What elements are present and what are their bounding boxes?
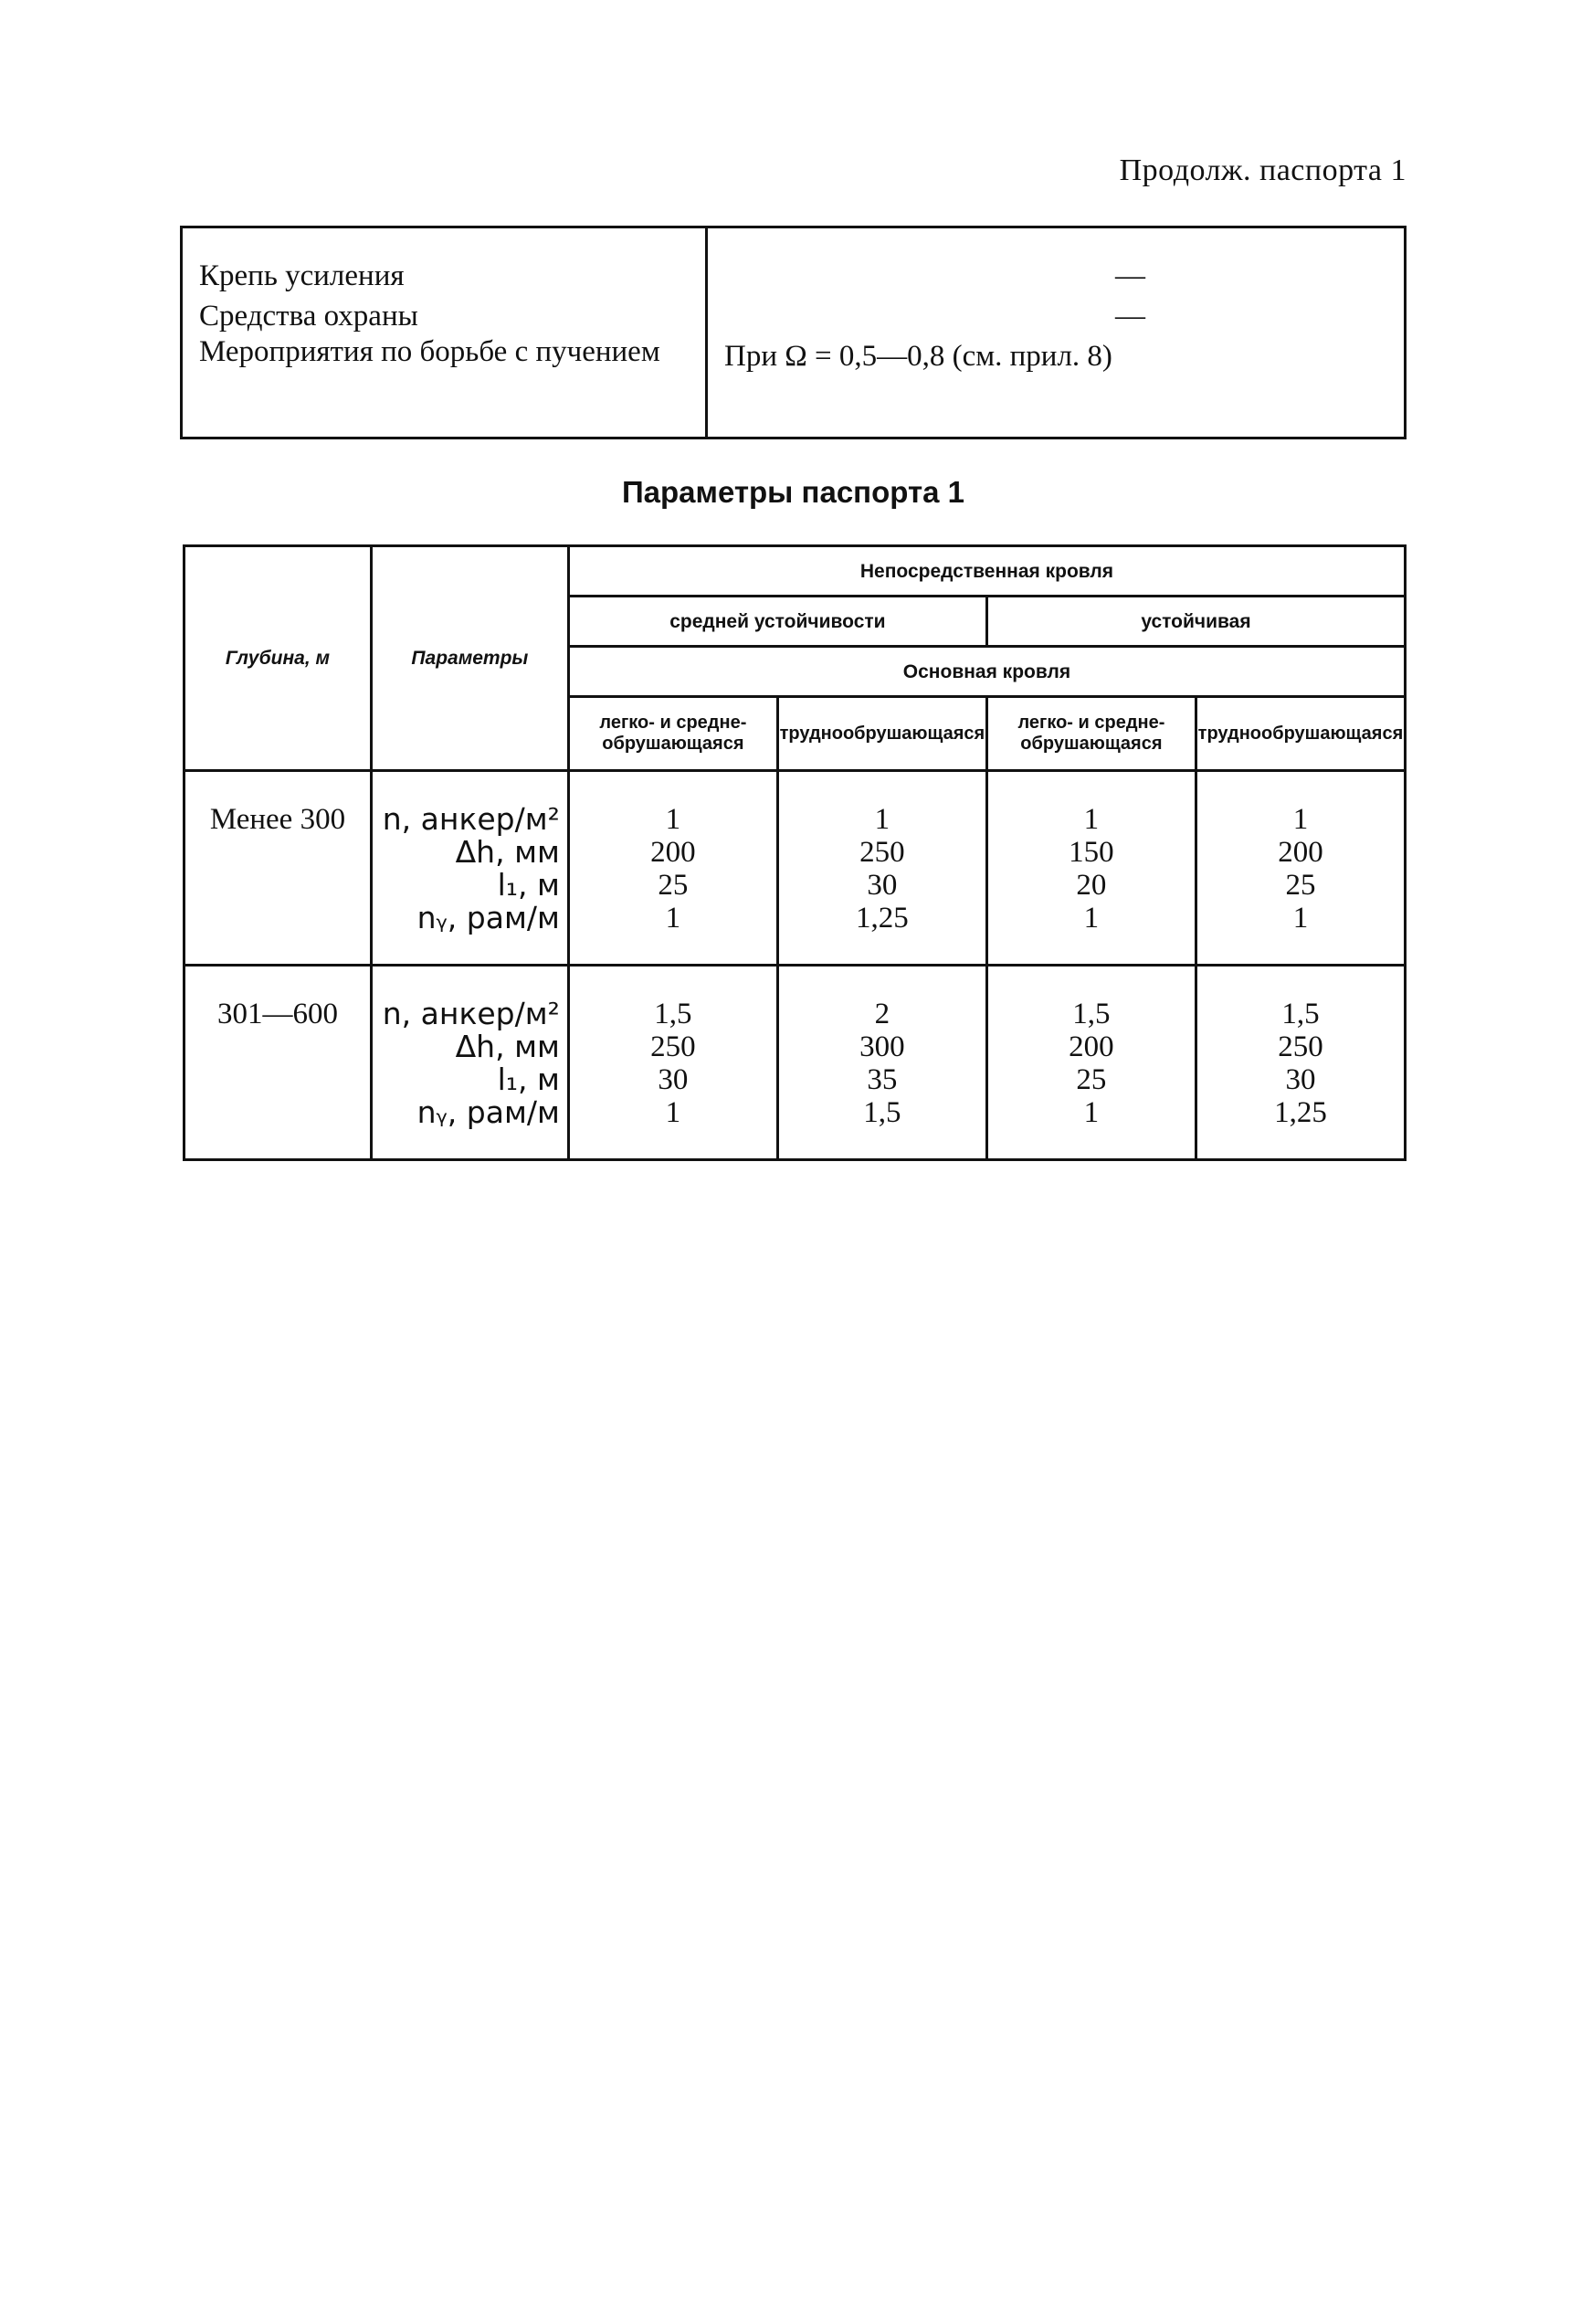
value: 1,5 (654, 998, 692, 1030)
depth-cell: Менее 300 (184, 771, 372, 966)
header-params: Параметры (371, 546, 568, 771)
value: 1 (1083, 1096, 1100, 1129)
top-table-labels (182, 227, 707, 438)
param-label: n, анкер/м² (382, 801, 560, 837)
param-label: Δh, мм (455, 1029, 560, 1064)
value: 35 (867, 1063, 898, 1096)
header-immediate-roof: Непосредственная кровля (568, 546, 1405, 597)
label-protection-means: Средства охраны (199, 300, 418, 333)
value: 1,5 (863, 1096, 901, 1129)
value: 250 (650, 1030, 696, 1063)
value: 250 (859, 836, 905, 869)
label-heave-measures: Мероприятия по борьбе с пучением (199, 335, 660, 368)
param-label: l₁, м (497, 867, 560, 903)
value: 1,25 (856, 902, 909, 935)
header-easy-medium-caving-1: легко- и средне-обрушающаяся (568, 697, 777, 771)
value: 1 (665, 803, 681, 836)
value: 200 (1069, 1030, 1114, 1063)
value-heave-measures: При Ω = 0,5—0,8 (см. прил. 8) (724, 340, 1112, 373)
value-cell (986, 966, 1196, 1160)
value: 1 (1083, 902, 1100, 935)
label-reinforcement-support: Крепь усиления (199, 259, 405, 292)
params-cell (371, 771, 568, 966)
header-hard-caving-1: труднообрушающаяся (777, 697, 986, 771)
value: 250 (1278, 1030, 1323, 1063)
value: 2 (874, 998, 890, 1030)
value: 1,5 (1281, 998, 1320, 1030)
header-medium-stability: средней устойчивости (568, 597, 986, 647)
section-title: Параметры паспорта 1 (621, 475, 965, 509)
value: 1 (665, 902, 681, 935)
value: 200 (1278, 836, 1323, 869)
value: 1 (1292, 902, 1309, 935)
value: 25 (1076, 1063, 1107, 1096)
param-label: nᵧ, рам/м (416, 900, 560, 935)
value: 1,5 (1072, 998, 1111, 1030)
depth-cell: 301—600 (184, 966, 372, 1160)
table-row (184, 966, 1406, 1160)
value-reinforcement-support: — (1115, 259, 1145, 292)
value: 30 (658, 1063, 689, 1096)
params-cell (371, 966, 568, 1160)
value: 30 (867, 869, 898, 902)
param-label: Δh, мм (455, 834, 560, 870)
value-cell (986, 771, 1196, 966)
value: 1,25 (1274, 1096, 1327, 1129)
value-cell (777, 966, 986, 1160)
header-hard-caving-2: труднообрушающаяся (1196, 697, 1405, 771)
value: 25 (1285, 869, 1316, 902)
value: 30 (1285, 1063, 1316, 1096)
top-table (180, 226, 1407, 439)
value: 1 (1083, 803, 1100, 836)
value: 25 (658, 869, 689, 902)
value: 200 (650, 836, 696, 869)
value: 20 (1076, 869, 1107, 902)
header-main-roof: Основная кровля (568, 647, 1405, 697)
top-table-values (707, 227, 1406, 438)
value: 1 (874, 803, 890, 836)
header-easy-medium-caving-2: легко- и средне-обрушающаяся (986, 697, 1196, 771)
param-label: l₁, м (497, 1062, 560, 1097)
value-protection-means: — (1115, 300, 1145, 333)
value: 300 (859, 1030, 905, 1063)
value-cell (1196, 771, 1405, 966)
value: 1 (1292, 803, 1309, 836)
header-depth: Глубина, м (184, 546, 372, 771)
parameters-table (183, 544, 1407, 1161)
header-stable: устойчивая (986, 597, 1405, 647)
table-row (184, 771, 1406, 966)
value-cell (568, 771, 777, 966)
value: 1 (665, 1096, 681, 1129)
param-label: nᵧ, рам/м (416, 1094, 560, 1130)
value: 150 (1069, 836, 1114, 869)
param-label: n, анкер/м² (382, 996, 560, 1031)
value-cell (568, 966, 777, 1160)
value-cell (777, 771, 986, 966)
page-header: Продолж. паспорта 1 (1119, 153, 1407, 187)
value-cell (1196, 966, 1405, 1160)
